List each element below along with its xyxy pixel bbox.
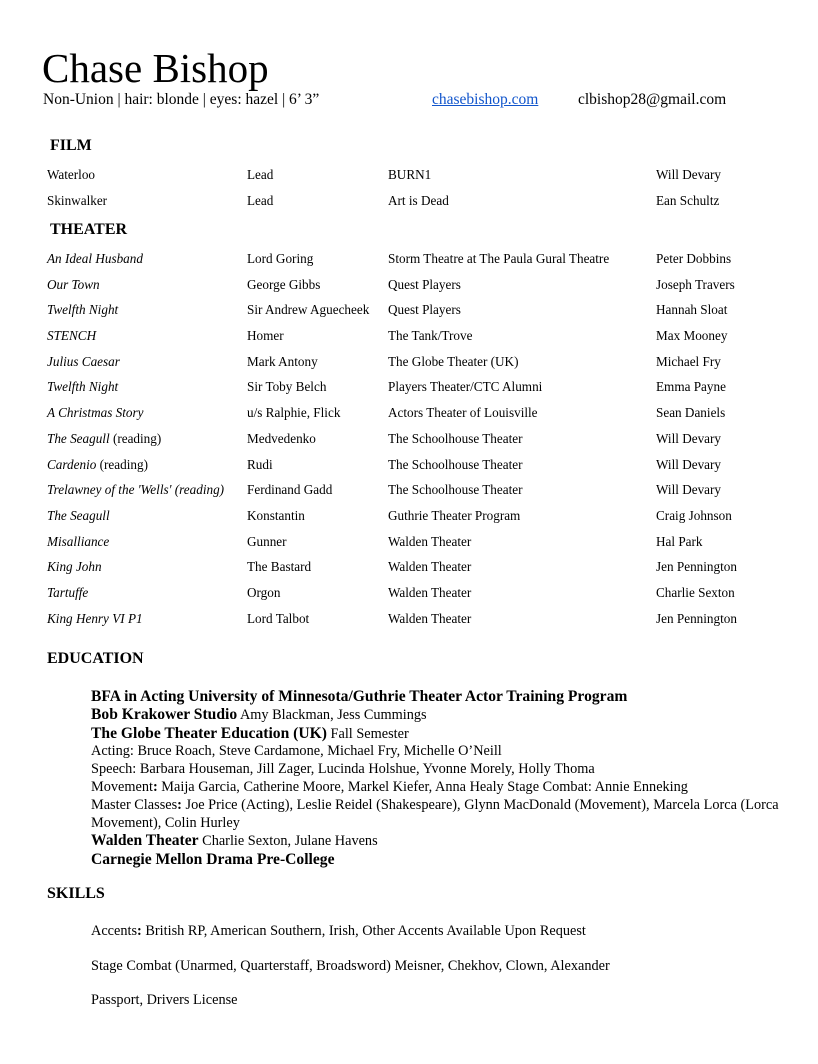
skills-heading: SKILLS — [47, 885, 105, 902]
credit-role: The Bastard — [247, 559, 312, 575]
credit-title-text: Skinwalker — [47, 192, 108, 208]
credit-director: Joseph Travers — [656, 276, 735, 292]
name-heading: Chase Bishop — [42, 45, 269, 91]
credit-company: Walden Theater — [388, 610, 472, 626]
credit-company: The Schoolhouse Theater — [388, 482, 523, 498]
film-credits — [47, 167, 787, 218]
edu-movement: Movement: Maija Garcia, Catherine Moore, Markel Kiefer, Anna Healy Stage Combat: Annie Enneking — [91, 778, 688, 795]
edu-walden-label: Walden Theater — [91, 832, 199, 850]
credit-director: Hannah Sloat — [656, 302, 728, 318]
theater-credit-row — [47, 585, 787, 611]
credit-title — [47, 457, 148, 473]
edu-krakower-label: Bob Krakower Studio — [91, 705, 238, 723]
credit-director: Emma Payne — [656, 379, 726, 395]
credit-title — [47, 193, 107, 209]
credit-title-text: Misalliance — [47, 533, 110, 549]
theater-credit-row — [47, 328, 787, 354]
credit-title-text: STENCH — [47, 328, 97, 344]
theater-credit-row — [47, 379, 787, 405]
credit-company: Players Theater/CTC Alumni — [388, 379, 543, 395]
credit-company: Walden Theater — [388, 533, 472, 549]
credit-title — [47, 585, 88, 601]
credit-title-text: The Seagull — [47, 430, 110, 446]
theater-credit-row — [47, 431, 787, 457]
credit-title-text: A Christmas Story — [47, 405, 144, 421]
credit-title-note: (reading) — [96, 456, 148, 472]
credit-title — [47, 405, 143, 421]
credit-title-text: The Seagull — [47, 507, 110, 523]
credit-title-text: Waterloo — [47, 167, 96, 182]
credit-role: Lead — [247, 167, 274, 182]
credit-role: Sir Andrew Aguecheek — [247, 302, 370, 318]
credit-title-text: Tartuffe — [47, 584, 89, 600]
film-credit-row — [47, 193, 787, 219]
credit-director: Jen Pennington — [656, 610, 737, 626]
credit-title-text: Trelawney of the 'Wells' (reading) — [47, 482, 225, 498]
edu-master-label: Master Classes — [91, 796, 178, 813]
credit-role: Medvedenko — [247, 430, 316, 446]
credit-company: Guthrie Theater Program — [388, 507, 521, 523]
website-link[interactable]: chasebishop.com — [432, 91, 539, 108]
credit-role: Homer — [247, 328, 284, 344]
credit-director: Hal Park — [656, 533, 703, 549]
credit-role: Lord Goring — [247, 251, 314, 266]
theater-credit-row — [47, 277, 787, 303]
credit-title-text: King Henry VI P1 — [47, 610, 143, 626]
edu-movement-teachers: Maija Garcia, Catherine Moore, Markel Kiefer, Anna Healy Stage Combat: Annie Enneking — [157, 778, 688, 795]
credit-role: Gunner — [247, 533, 287, 549]
edu-cmu: Carnegie Mellon Drama Pre-College — [91, 851, 335, 869]
theater-heading: THEATER — [50, 221, 128, 238]
theater-credit-row — [47, 457, 787, 483]
edu-globe-label: The Globe Theater Education (UK) — [91, 724, 327, 742]
skills-accents-list: British RP, American Southern, Irish, Other Accents Available Upon Request — [141, 923, 586, 939]
credit-company: The Schoolhouse Theater — [388, 430, 523, 446]
theater-credit-row — [47, 508, 787, 534]
credit-title — [47, 328, 96, 344]
credit-role: George Gibbs — [247, 276, 321, 292]
credit-title-text: Cardenio — [47, 456, 97, 472]
credit-role: Rudi — [247, 456, 273, 472]
credit-role: Mark Antony — [247, 353, 318, 369]
credit-company: Quest Players — [388, 276, 461, 292]
theater-credits — [47, 251, 787, 636]
credit-title — [47, 302, 118, 318]
theater-credit-row — [47, 405, 787, 431]
theater-credit-row — [47, 482, 787, 508]
credit-role: Ferdinand Gadd — [247, 482, 333, 498]
education-heading: EDUCATION — [47, 650, 144, 667]
edu-walden-teachers: Charlie Sexton, Julane Havens — [198, 833, 378, 850]
credit-director: Will Devary — [656, 167, 722, 182]
credit-title — [47, 167, 95, 183]
film-heading: FILM — [50, 137, 92, 154]
credit-title — [47, 559, 102, 575]
credit-title-text: Twelfth Night — [47, 379, 119, 395]
credit-director: Max Mooney — [656, 328, 728, 344]
credit-role: Orgon — [247, 584, 281, 600]
credit-company: The Tank/Trove — [388, 328, 473, 344]
edu-acting: Acting: Bruce Roach, Steve Cardamone, Michael Fry, Michelle O’Neill — [91, 743, 502, 760]
theater-credit-row — [47, 534, 787, 560]
edu-bfa: BFA in Acting University of Minnesota/Guthrie Theater Actor Training Program — [91, 688, 628, 705]
credit-company: Walden Theater — [388, 584, 472, 600]
credit-title-text: Twelfth Night — [47, 302, 119, 318]
edu-master-classes: Master Classes: Joe Price (Acting), Leslie Reidel (Shakespeare), Glynn MacDonald (Movement), Marcela Lorca (Lorca Movement), Colin Hurley — [91, 796, 779, 831]
credit-company: The Globe Theater (UK) — [388, 353, 519, 369]
theater-credit-row — [47, 611, 787, 637]
credit-title-text: An Ideal Husband — [47, 251, 143, 266]
theater-credit-row — [47, 559, 787, 585]
theater-credit-row — [47, 251, 787, 277]
edu-movement-label: Movement — [91, 778, 153, 795]
edu-globe-term: Fall Semester — [326, 725, 409, 742]
edu-walden — [91, 832, 781, 851]
theater-credit-row — [47, 302, 787, 328]
edu-krakower — [91, 706, 781, 725]
email-text: clbishop28@gmail.com — [578, 91, 727, 108]
credit-director: Will Devary — [656, 430, 722, 446]
credit-title — [47, 508, 110, 524]
film-credit-row — [47, 167, 787, 193]
credit-role: u/s Ralphie, Flick — [247, 405, 341, 421]
credit-role: Sir Toby Belch — [247, 379, 327, 395]
credit-title — [47, 277, 100, 293]
credit-title — [47, 611, 143, 627]
credit-title-note: (reading) — [109, 430, 162, 446]
skills-combat: Stage Combat (Unarmed, Quarterstaff, Broadsword) Meisner, Chekhov, Clown, Alexander — [91, 958, 610, 974]
skills-licenses: Passport, Drivers License — [91, 992, 238, 1008]
credit-director: Charlie Sexton — [656, 584, 735, 600]
actor-stats: Non-Union | hair: blonde | eyes: hazel | 6’ 3” — [43, 91, 320, 108]
credit-company: The Schoolhouse Theater — [388, 456, 523, 472]
skills-accents-label: Accents — [91, 923, 138, 939]
credit-director: Peter Dobbins — [656, 251, 732, 266]
credit-director: Will Devary — [656, 456, 722, 472]
credit-company: Walden Theater — [388, 559, 472, 575]
credit-company: Quest Players — [388, 302, 461, 318]
credit-company: Storm Theatre at The Paula Gural Theatre — [388, 251, 610, 266]
credit-director: Ean Schultz — [656, 192, 720, 208]
credit-director: Michael Fry — [656, 353, 721, 369]
edu-krakower-teachers: Amy Blackman, Jess Cummings — [237, 706, 427, 723]
credit-company: BURN1 — [388, 167, 432, 182]
credit-role: Lead — [247, 192, 274, 208]
credit-title — [47, 482, 224, 498]
edu-master-teachers: Joe Price (Acting), Leslie Reidel (Shakespeare), Glynn MacDonald (Movement), Marcela Lorca (Lorca Movement), Colin Hurley — [91, 796, 779, 831]
credit-title-text: King John — [47, 559, 102, 575]
credit-role: Lord Talbot — [247, 610, 310, 626]
credit-director: Sean Daniels — [656, 405, 726, 421]
credit-title — [47, 534, 109, 550]
edu-speech: Speech: Barbara Houseman, Jill Zager, Lucinda Holshue, Yvonne Morely, Holly Thoma — [91, 761, 595, 778]
theater-credit-row — [47, 354, 787, 380]
skills-accents: Accents: British RP, American Southern, Irish, Other Accents Available Upon Request — [91, 923, 586, 939]
credit-role: Konstantin — [247, 507, 305, 523]
edu-globe — [91, 725, 781, 744]
credit-company: Actors Theater of Louisville — [388, 405, 538, 421]
credit-title-text: Our Town — [47, 276, 100, 292]
credit-director: Craig Johnson — [656, 507, 732, 523]
credit-director: Will Devary — [656, 482, 722, 498]
credit-company: Art is Dead — [388, 192, 449, 208]
education-block — [91, 688, 781, 869]
credit-title — [47, 251, 143, 267]
credit-title — [47, 354, 120, 370]
credit-title-text: Julius Caesar — [47, 353, 120, 369]
credit-title — [47, 431, 161, 447]
credit-director: Jen Pennington — [656, 559, 737, 575]
credit-title — [47, 379, 118, 395]
